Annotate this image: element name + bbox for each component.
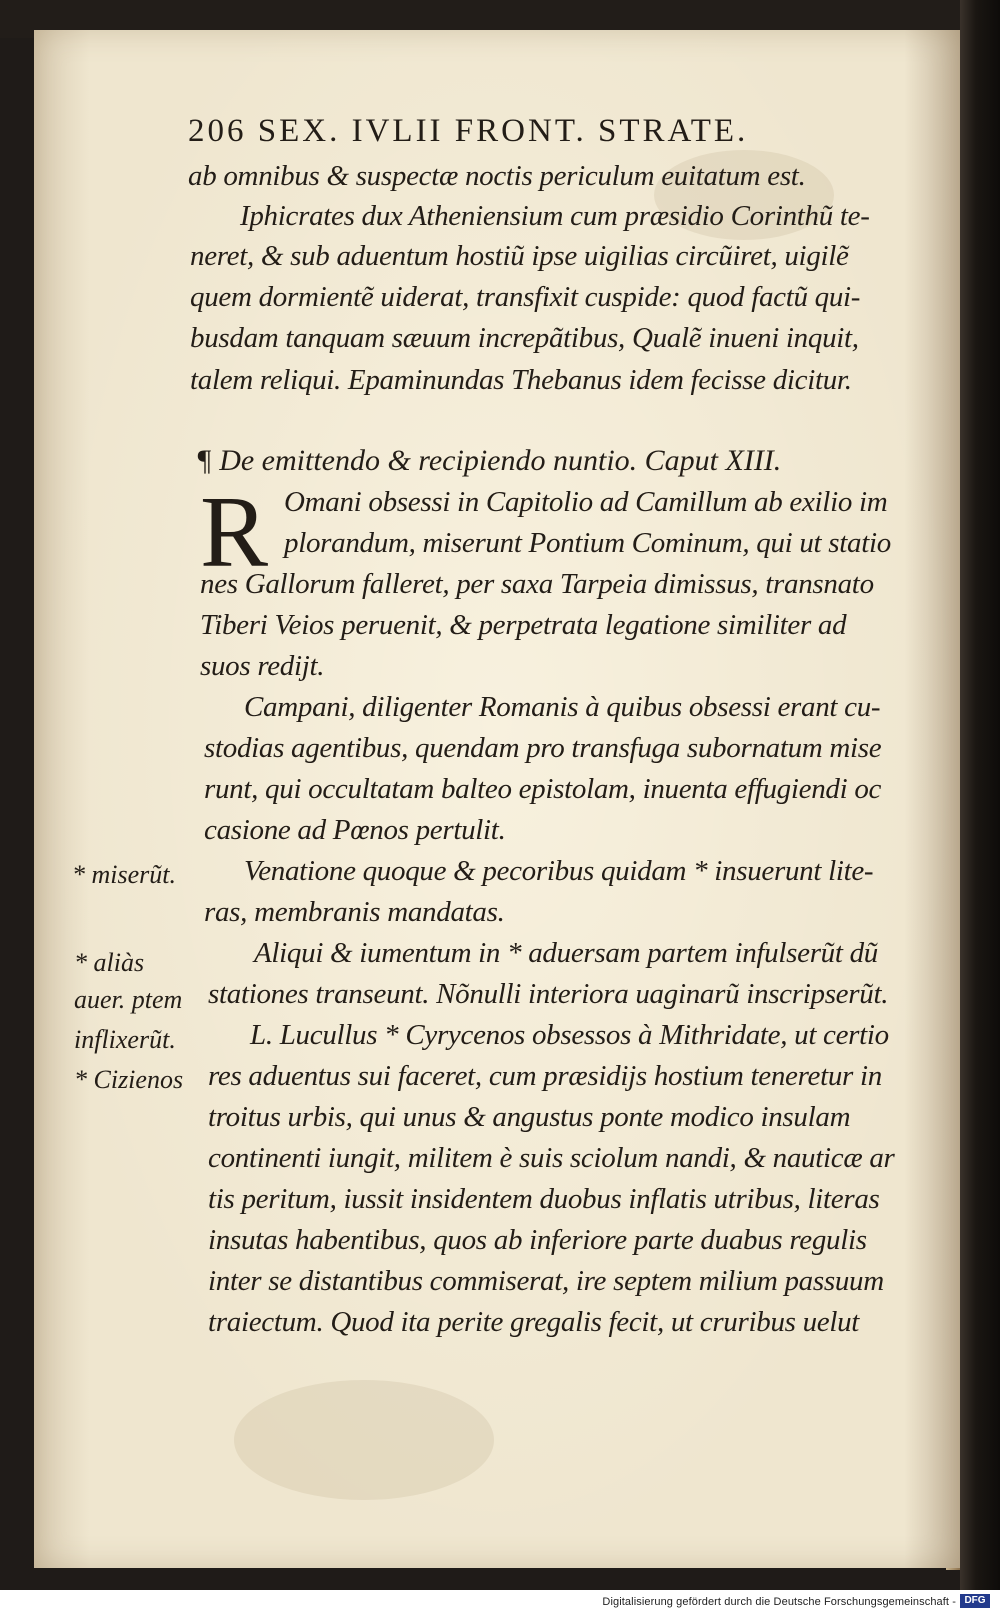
text-line: nes Gallorum falleret, per saxa Tarpeia dimissus, transnato [200,568,874,600]
text-line: ras, membranis mandatas. [204,896,505,928]
text-line: troitus urbis, qui unus & angustus ponte modico insulam [208,1101,851,1133]
text-line: stationes transeunt. Nõnulli interiora uaginarũ inscripserũt. [208,978,889,1010]
digitization-credit: Digitalisierung gefördert durch die Deutsche Forschungsgemeinschaft - [602,1596,956,1608]
text-line: Omani obsessi in Capitolio ad Camillum ab exilio im [284,486,888,518]
text-line: traiectum. Quod ita perite gregalis fecit, ut cruribus uelut [208,1306,860,1338]
text-line: quem dormientẽ uiderat, transfixit cuspide: quod factũ qui- [190,281,861,313]
text-line: inter se distantibus commiserat, ire septem milium passuum [208,1265,884,1297]
text-line: talem reliqui. Epaminundas Thebanus idem fecisse dicitur. [190,364,852,396]
text-line: Tiberi Veios peruenit, & perpetrata legatione similiter ad [200,609,847,641]
marginal-note: auer. ptem [74,985,183,1014]
paper-stain [234,1380,494,1500]
text-line: tis peritum, iussit insidentem duobus inflatis utribus, literas [208,1183,880,1215]
text-line: casione ad Pœnos pertulit. [204,814,506,846]
text-line: suos redijt. [200,650,325,682]
dfg-logo: DFG [960,1594,990,1608]
text-line: stodias agentibus, quendam pro transfuga subornatum mise [204,732,882,764]
text-line: insutas habentibus, quos ab inferiore parte duabus regulis [208,1224,867,1256]
marginal-note: inflixerũt. [74,1025,176,1054]
marginal-note: * Cizienos [74,1065,184,1094]
text-line: Venatione quoque & pecoribus quidam * insuerunt lite- [244,855,874,887]
drop-cap-initial: R [200,476,269,589]
text-line: Aliqui & iumentum in * aduersam partem infulserũt dũ [254,937,878,969]
text-line: continenti iungit, militem è suis sciolum nandi, & nauticæ ar [208,1142,895,1174]
text-line: runt, qui occultatam balteo epistolam, inuenta effugiendi oc [204,773,882,805]
text-line: Iphicrates dux Atheniensium cum præsidio Corinthũ te- [240,200,870,232]
text-line: res aduentus sui faceret, cum præsidijs hostium teneretur in [208,1060,882,1092]
text-line: plorandum, miserunt Pontium Cominum, qui ut statio [284,527,891,559]
running-head: 206 SEX. IVLII FRONT. STRATE. [188,113,749,149]
text-line: neret, & sub aduentum hostiũ ipse uigilias circũiret, uigilẽ [190,240,849,272]
text-line: Campani, diligenter Romanis à quibus obsessi erant cu- [244,691,881,723]
marginal-note: * miserũt. [72,860,176,889]
scanner-background-right [960,0,1000,1590]
text-line: ab omnibus & suspectæ noctis periculum euitatum est. [188,160,806,192]
text-line: busdam tanquam sæuum increpãtibus, Qualẽ inueni inquit, [190,322,859,354]
text-line: L. Lucullus * Cyrycenos obsessos à Mithridate, ut certio [250,1019,889,1051]
chapter-heading: ¶ De emittendo & recipiendo nuntio. Caput XIII. [196,444,782,477]
marginal-note: * aliàs [74,948,145,977]
